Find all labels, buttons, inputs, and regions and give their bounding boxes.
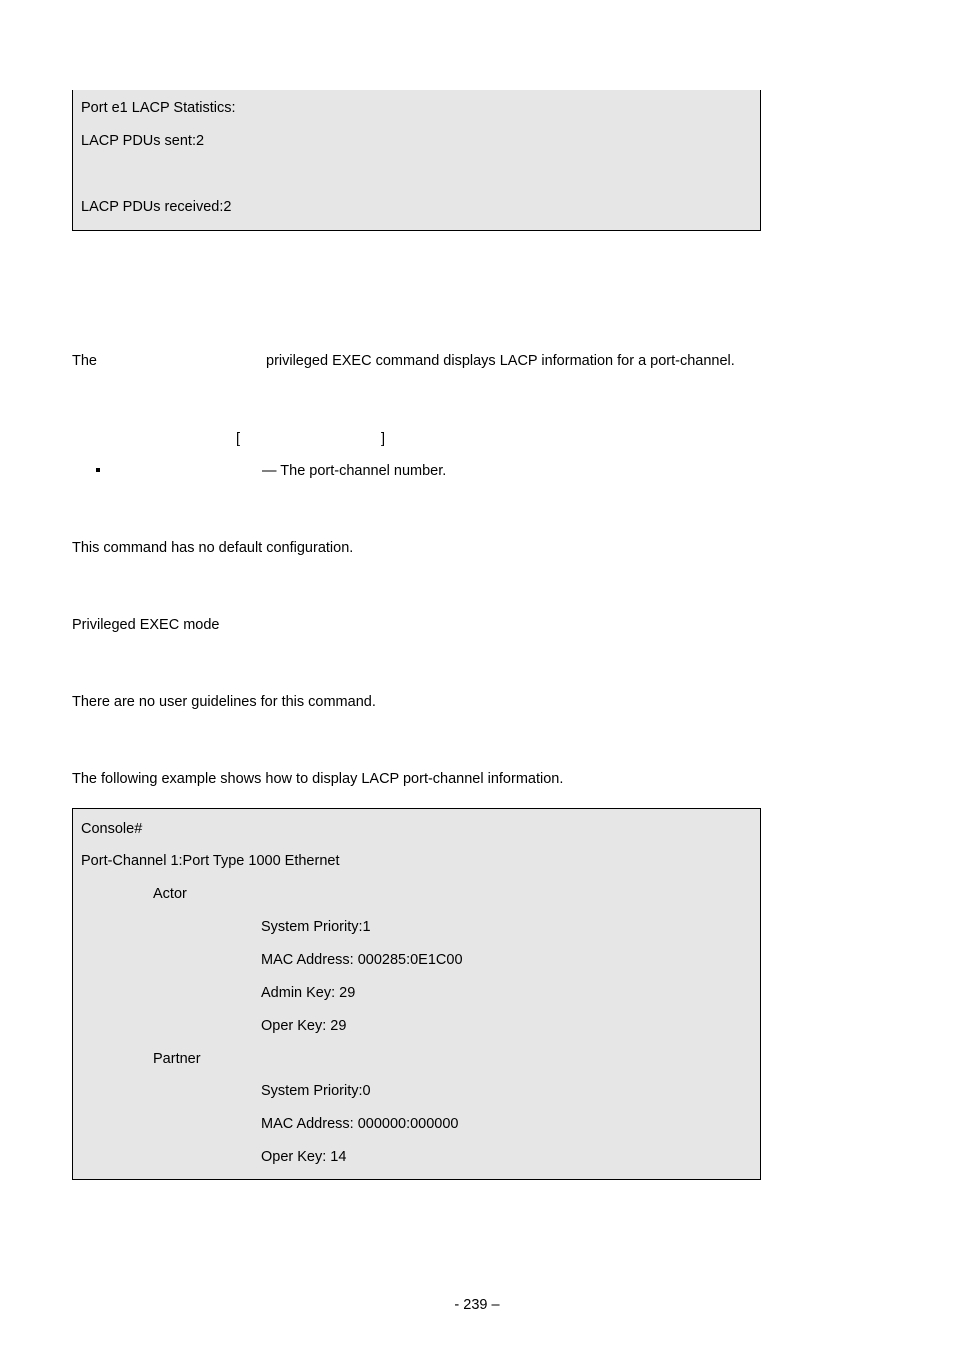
stats-line-title: Port e1 LACP Statistics: <box>81 100 236 116</box>
description-prefix: The <box>72 353 97 369</box>
lacp-statistics-example-box <box>72 90 761 231</box>
example-line-actor: Actor <box>153 886 187 902</box>
example-line-partner: Partner <box>153 1051 201 1067</box>
stats-line-pdus-received: LACP PDUs received:2 <box>81 199 232 215</box>
example-line-actor-system-priority: System Priority:1 <box>261 919 371 935</box>
page-number: - 239 – <box>454 1297 500 1313</box>
bullet-square-icon <box>96 468 100 472</box>
command-mode-text: Privileged EXEC mode <box>72 617 220 633</box>
example-line-actor-mac-address: MAC Address: 000285:0E1C00 <box>261 952 463 968</box>
example-line-partner-oper-key: Oper Key: 14 <box>261 1149 347 1165</box>
port-channel-example-box <box>72 808 761 1180</box>
syntax-close-bracket: ] <box>381 431 386 447</box>
parameter-port-channel-description: — The port-channel number. <box>262 463 447 479</box>
syntax-open-bracket: [ <box>236 431 241 447</box>
example-line-actor-oper-key: Oper Key: 29 <box>261 1018 347 1034</box>
default-configuration-text: This command has no default configuration. <box>72 540 354 556</box>
description-text: privileged EXEC command displays LACP information for a port-channel. <box>266 353 735 369</box>
example-line-console: Console# <box>81 821 143 837</box>
example-intro-text: The following example shows how to display LACP port-channel information. <box>72 771 564 787</box>
example-line-actor-admin-key: Admin Key: 29 <box>261 985 356 1001</box>
example-line-partner-mac-address: MAC Address: 000000:000000 <box>261 1116 459 1132</box>
user-guidelines-text: There are no user guidelines for this command. <box>72 694 376 710</box>
stats-line-pdus-sent: LACP PDUs sent:2 <box>81 133 205 149</box>
example-line-port-channel: Port-Channel 1:Port Type 1000 Ethernet <box>81 853 340 869</box>
example-line-partner-system-priority: System Priority:0 <box>261 1083 371 1099</box>
